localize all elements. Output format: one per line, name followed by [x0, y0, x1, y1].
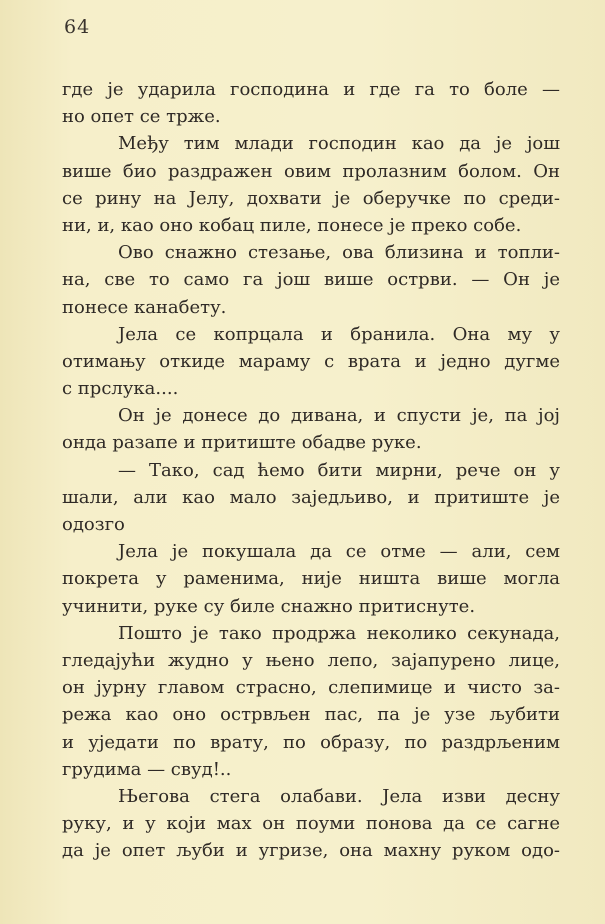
page-number: 64 — [64, 16, 91, 38]
text-line: Пошто је тако продржа неколико секунада, — [118, 622, 560, 644]
text-line: режа као оно острвљен пас, па је узе љубити — [62, 704, 560, 726]
text-line: — Тако, сад ћемо бити мирни, рече он у — [118, 459, 560, 481]
text-line: руку, и у који мах он поуми понова да се сагне — [62, 813, 560, 835]
text-line: где је ударила господина и где га то боле — — [62, 79, 560, 100]
text-line: Он је донесе до дивана, и спусти је, па јој — [118, 405, 560, 427]
text-line: грудима — свуд!.. — [62, 758, 232, 780]
text-line: више био раздражен овим пролазним болом. Он — [62, 160, 560, 182]
text-line: гледајући жудно у њено лепо, зајапурено лице, — [62, 649, 560, 671]
text-line: учинити, руке су биле снажно притиснуте. — [62, 595, 476, 617]
text-line: Јела се копрцала и бранила. Она му у — [118, 323, 560, 345]
text-line: понесе канабету. — [62, 296, 227, 318]
text-line: и уједати по врату, по образу, по раздрљеним — [62, 731, 560, 753]
text-line: на, све то само га још више острви. — Он је — [62, 269, 560, 291]
text-line: Међу тим млади господин као да је још — [118, 133, 560, 155]
text-line: одозго — [62, 514, 125, 535]
text-line: покрета у раменима, није ништа више могла — [62, 568, 560, 590]
text-line: Ово снажно стезање, ова близина и топли- — [118, 242, 560, 264]
text-line: отимању откиде мараму с врата и једно дугме — [62, 350, 560, 372]
body-text — [62, 76, 560, 864]
text-line: с прслука.... — [62, 378, 179, 400]
text-line: он јурну главом страсно, слепимице и чисто за- — [62, 677, 560, 699]
text-line: ни, и, као оно кобац пиле, понесе је преко собе. — [62, 214, 522, 236]
text-line: Његова стега олабави. Јела изви десну — [118, 785, 560, 807]
text-line: Јела је покушала да се отме — али, сем — [118, 541, 560, 563]
text-line: шали, али као мало заједљиво, и притиште је — [62, 486, 560, 508]
text-line: но опет се трже. — [62, 106, 221, 128]
text-line: се рину на Јелу, дохвати је оберучке по среди- — [62, 187, 560, 209]
text-line: онда разапе и притиште обадве руке. — [62, 432, 422, 454]
text-line: да је опет љуби и угризе, она махну руком одо- — [62, 840, 560, 862]
